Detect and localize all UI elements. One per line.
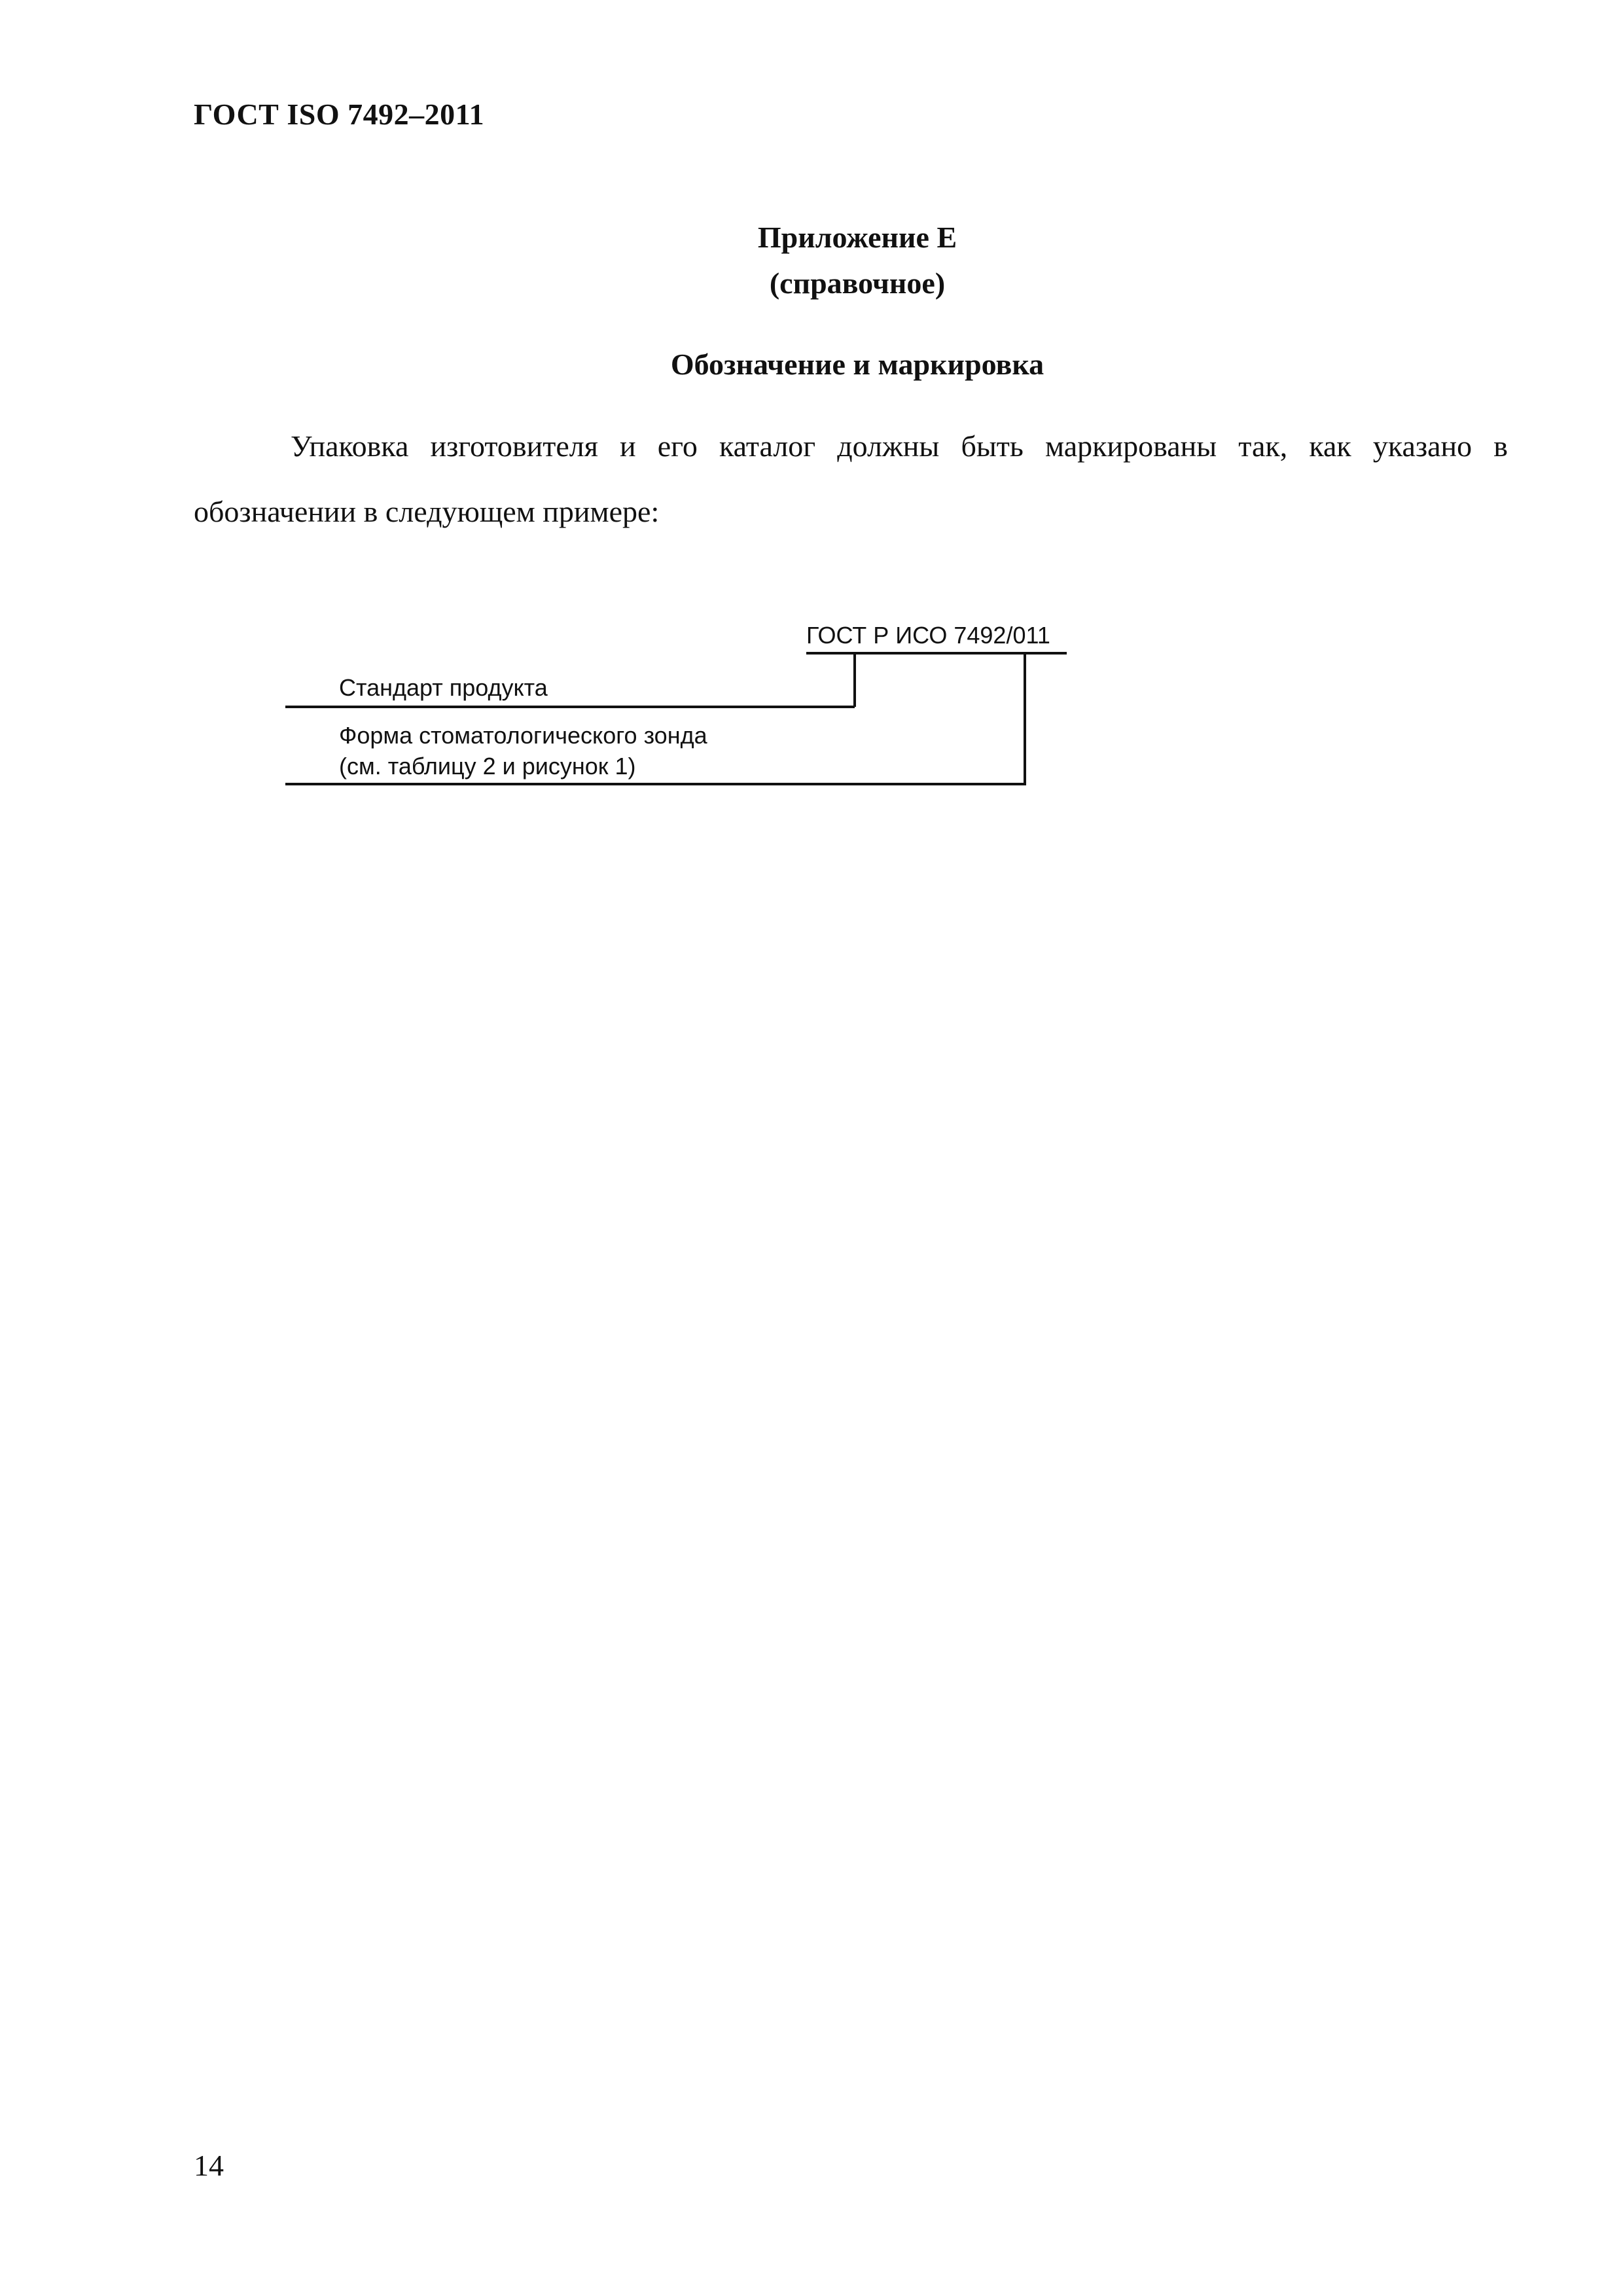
annex-title: Приложение Е bbox=[757, 221, 957, 254]
annex-heading bbox=[654, 215, 1060, 306]
section-title: Обозначение и маркировка bbox=[670, 348, 1044, 381]
body-paragraph: Упаковка изготовителя и его каталог должны быть маркированы так, как указано в обозначении в следующем примере: bbox=[194, 429, 1508, 528]
annex-status: (справочное) bbox=[769, 266, 946, 300]
label-standard: Стандарт продукта bbox=[339, 674, 548, 701]
label-shape-line1: Форма стоматологического зонда bbox=[339, 722, 707, 749]
label-shape-line2: (см. таблицу 2 и рисунок 1) bbox=[339, 753, 636, 780]
page-number: 14 bbox=[194, 2149, 224, 2182]
designation-code: ГОСТ Р ИСО 7492/011 bbox=[806, 622, 1050, 649]
document-header: ГОСТ ISO 7492–2011 bbox=[194, 98, 485, 131]
